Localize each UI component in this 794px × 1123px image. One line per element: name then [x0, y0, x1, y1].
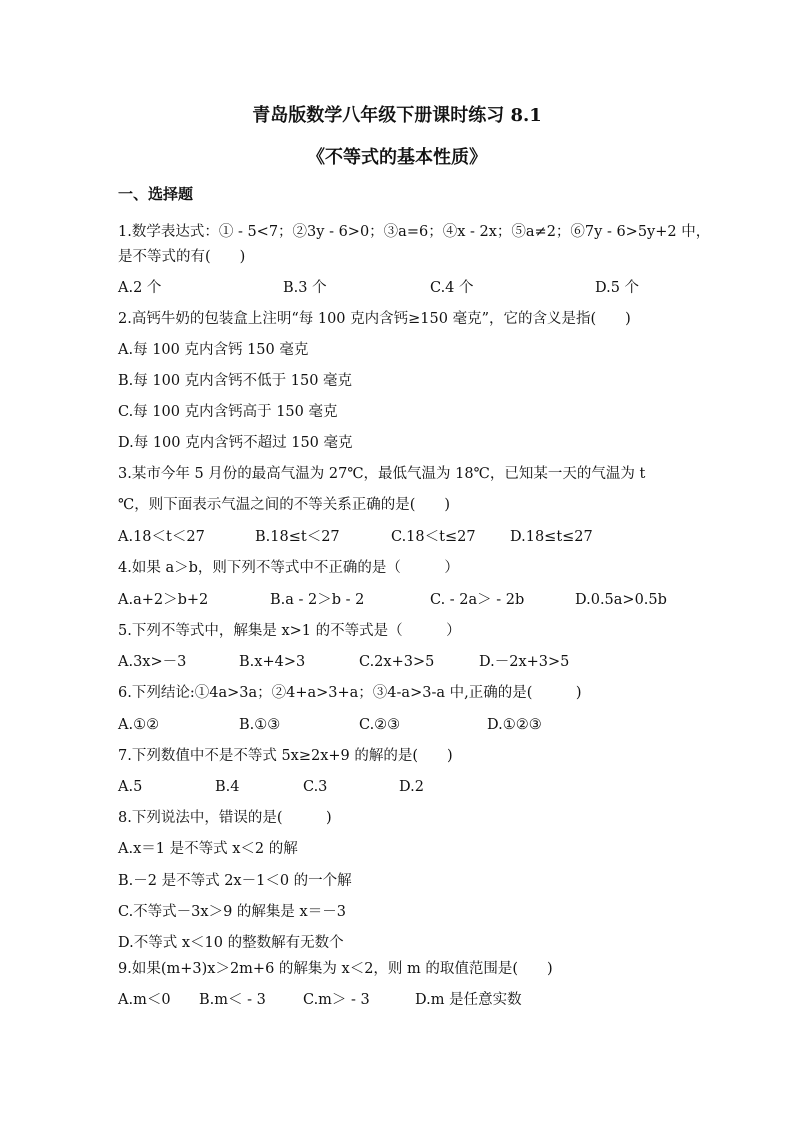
option-a: A.①②	[118, 717, 160, 733]
option-d: D.－2x+3>5	[479, 654, 570, 670]
question-5-options	[118, 652, 718, 672]
option-a: A.5	[118, 779, 143, 795]
question-8-stem: 8.下列说法中，错误的是( )	[118, 810, 332, 826]
option-a: A.3x>－3	[118, 654, 187, 670]
question-8-option-c: C.不等式－3x＞9 的解集是 x＝－3	[118, 904, 346, 920]
document-subtitle: 《不等式的基本性质》	[307, 147, 487, 168]
question-1-stem-cont: 是不等式的有( )	[118, 249, 246, 265]
option-c: C.4 个	[430, 280, 474, 296]
option-b: B.4	[215, 779, 240, 795]
option-c: C.18＜t≤27	[391, 529, 476, 545]
question-2-option-b: B.每 100 克内含钙不低于 150 毫克	[118, 373, 353, 389]
section-heading: 一、选择题	[118, 185, 194, 203]
question-3-options	[118, 527, 718, 547]
option-d: D.①②③	[487, 717, 542, 733]
option-b: B.3 个	[283, 280, 327, 296]
option-d: D.5 个	[595, 280, 640, 296]
option-d: D.m 是任意实数	[415, 992, 522, 1008]
option-c: C.②③	[359, 717, 401, 733]
question-8-option-a: A.x＝1 是不等式 x＜2 的解	[118, 841, 298, 857]
question-9-options	[118, 990, 718, 1010]
option-b: B.x+4>3	[239, 654, 306, 670]
question-5-stem: 5.下列不等式中，解集是 x>1 的不等式是（ ）	[118, 623, 461, 639]
question-6-options	[118, 715, 718, 735]
question-7-stem: 7.下列数值中不是不等式 5x≥2x+9 的解的是( )	[118, 748, 453, 764]
option-a: A.m＜0	[118, 992, 171, 1008]
question-2-stem: 2.高钙牛奶的包装盒上注明“每 100 克内含钙≥150 毫克”，它的含义是指( )	[118, 311, 631, 327]
question-4-options	[118, 590, 718, 610]
question-6-stem: 6.下列结论:①4a>3a；②4+a>3+a；③4-a>3-a 中,正确的是( )	[118, 685, 582, 701]
option-b: B.①③	[239, 717, 281, 733]
option-c: C.3	[303, 779, 328, 795]
option-c: C. - 2a＞ - 2b	[430, 592, 525, 608]
option-d: D.0.5a>0.5b	[575, 592, 667, 608]
document-title: 青岛版数学八年级下册课时练习 8.1	[252, 105, 542, 126]
option-b: B.18≤t＜27	[255, 529, 340, 545]
question-1-options	[118, 278, 718, 298]
option-c: C.2x+3>5	[359, 654, 435, 670]
question-9-stem: 9.如果(m+3)x＞2m+6 的解集为 x＜2，则 m 的取值范围是( )	[118, 961, 553, 977]
option-d: D.18≤t≤27	[510, 529, 593, 545]
option-a: A.a+2＞b+2	[118, 592, 209, 608]
option-a: A.2 个	[118, 280, 162, 296]
option-b: B.a - 2＞b - 2	[270, 592, 365, 608]
question-1-stem: 1.数学表达式：① - 5<7；②3y - 6>0；③a=6；④x - 2x；⑤a≠2；⑥7y - 6>5y+2 中，	[118, 224, 711, 240]
question-3-stem: 3.某市今年 5 月份的最高气温为 27℃，最低气温为 18℃，已知某一天的气温为 t	[118, 466, 646, 482]
question-2-option-c: C.每 100 克内含钙高于 150 毫克	[118, 404, 338, 420]
question-8-option-d: D.不等式 x＜10 的整数解有无数个	[118, 935, 344, 951]
question-4-stem: 4.如果 a＞b，则下列不等式中不正确的是（ ）	[118, 560, 459, 576]
question-8-option-b: B.－2 是不等式 2x－1＜0 的一个解	[118, 873, 352, 889]
question-2-option-a: A.每 100 克内含钙 150 毫克	[118, 342, 309, 358]
option-b: B.m＜ - 3	[199, 992, 266, 1008]
question-3-stem-cont: ℃，则下面表示气温之间的不等关系正确的是( )	[118, 497, 451, 513]
option-a: A.18＜t＜27	[118, 529, 205, 545]
question-7-options	[118, 777, 718, 797]
question-2-option-d: D.每 100 克内含钙不超过 150 毫克	[118, 435, 353, 451]
option-c: C.m＞ - 3	[303, 992, 370, 1008]
option-d: D.2	[399, 779, 424, 795]
